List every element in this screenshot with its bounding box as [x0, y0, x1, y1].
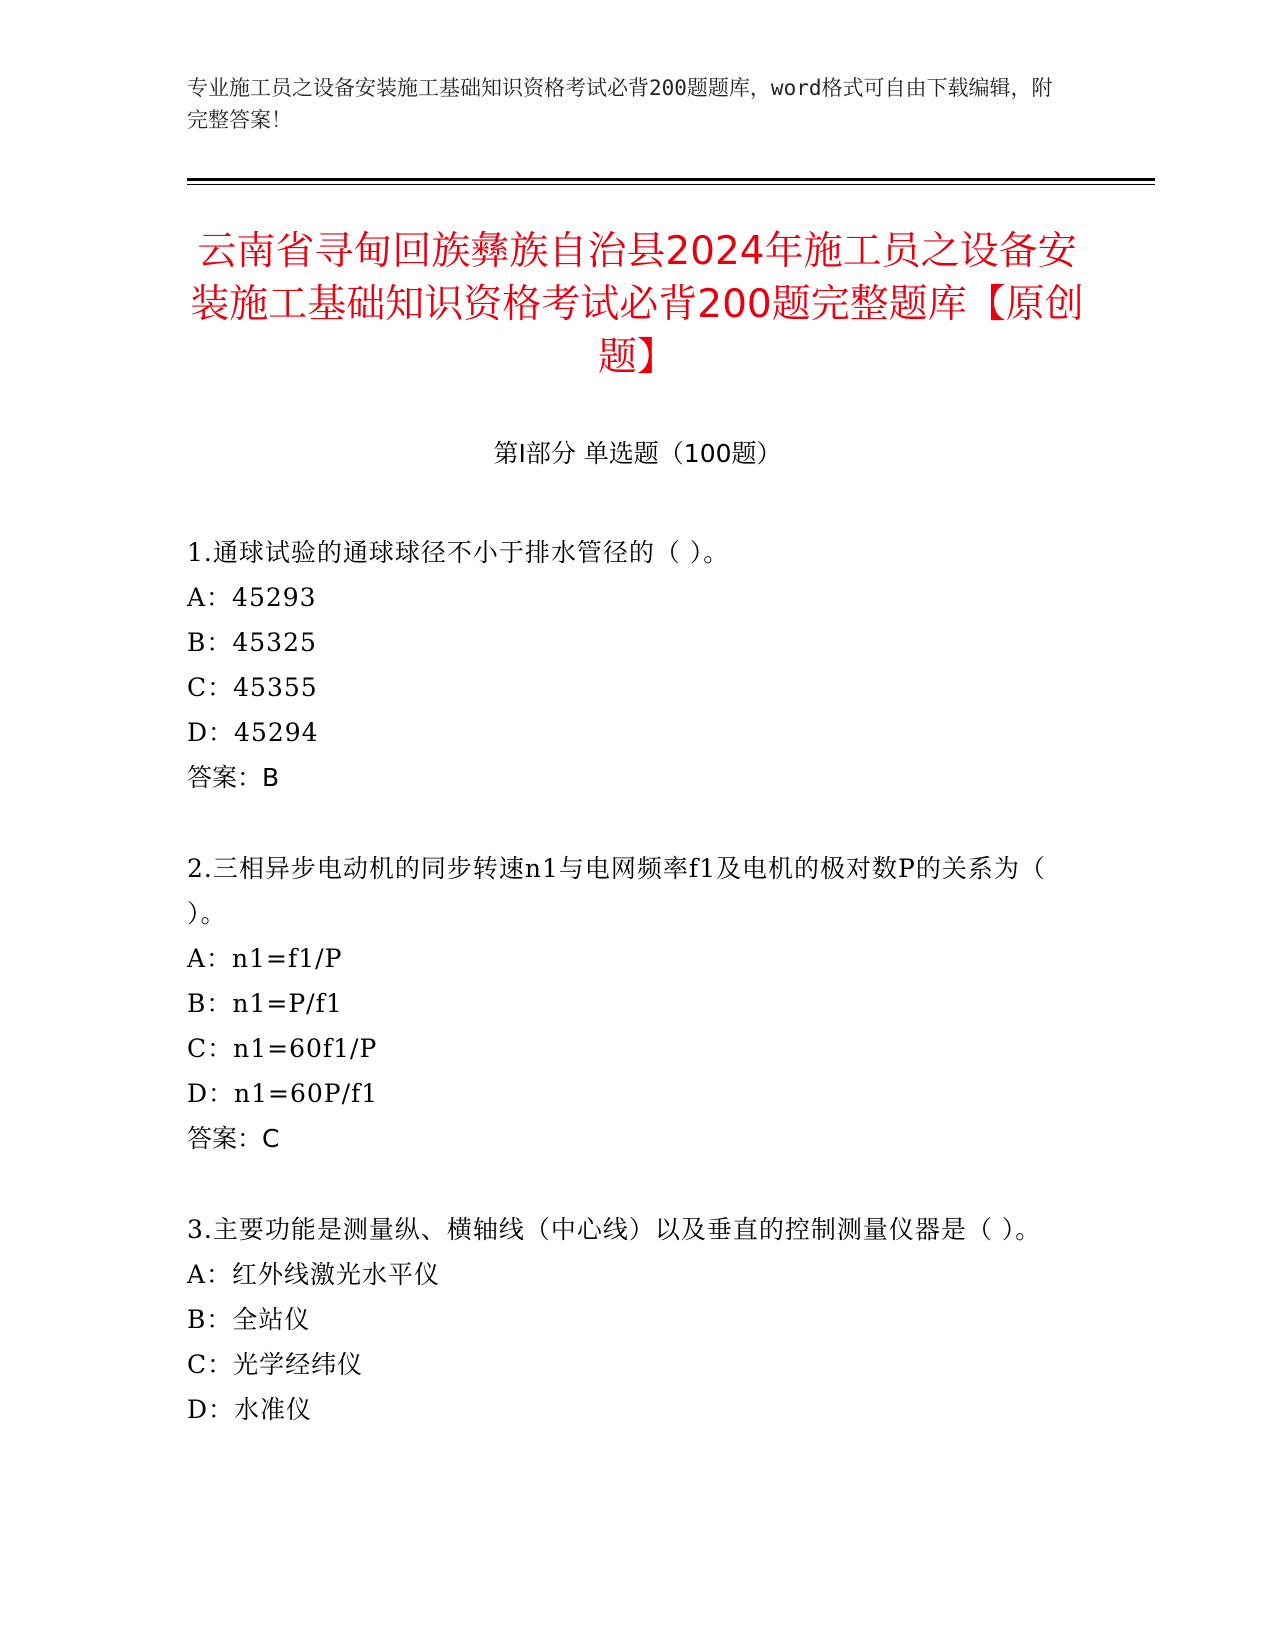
question-2: [187, 846, 1067, 1161]
option-d: D：n1=60P/f1: [187, 1079, 379, 1108]
answer: 答案：C: [187, 1124, 280, 1153]
question-list: [187, 530, 1067, 1478]
option-b: B：全站仪: [187, 1305, 311, 1334]
header-note: 专业施工员之设备安装施工基础知识资格考试必背200题题库，word格式可自由下载编辑，附完整答案！: [187, 76, 1053, 132]
option-d: D：45294: [187, 718, 319, 747]
option-b: B：45325: [187, 628, 317, 657]
document-title: 云南省寻甸回族彝族自治县2024年施工员之设备安装施工基础知识资格考试必背200题完整题库【原创题】: [190, 229, 1084, 380]
question-text: 1.通球试验的通球球径不小于排水管径的（ ）。: [187, 538, 730, 567]
section-title: 第Ⅰ部分 单选题（100题）: [493, 439, 782, 468]
option-d: D：水准仪: [187, 1395, 313, 1424]
question-3: [187, 1207, 1067, 1432]
answer: 答案：B: [187, 763, 280, 792]
option-a: A：45293: [187, 583, 317, 612]
option-a: A：n1=f1/P: [187, 944, 343, 973]
header-rule-thin: [187, 184, 1155, 185]
option-c: C：光学经纬仪: [187, 1350, 364, 1379]
question-1: [187, 530, 1067, 800]
question-text: 3.主要功能是测量纵、横轴线（中心线）以及垂直的控制测量仪器是（ ）。: [187, 1215, 1042, 1244]
option-a: A：红外线激光水平仪: [187, 1260, 441, 1289]
question-text: 2.三相异步电动机的同步转速n1与电网频率f1及电机的极对数P的关系为（ ）。: [187, 854, 1046, 928]
option-b: B：n1=P/f1: [187, 989, 343, 1018]
option-c: C：45355: [187, 673, 318, 702]
header-rule-thick: [187, 178, 1155, 181]
option-c: C：n1=60f1/P: [187, 1034, 378, 1063]
